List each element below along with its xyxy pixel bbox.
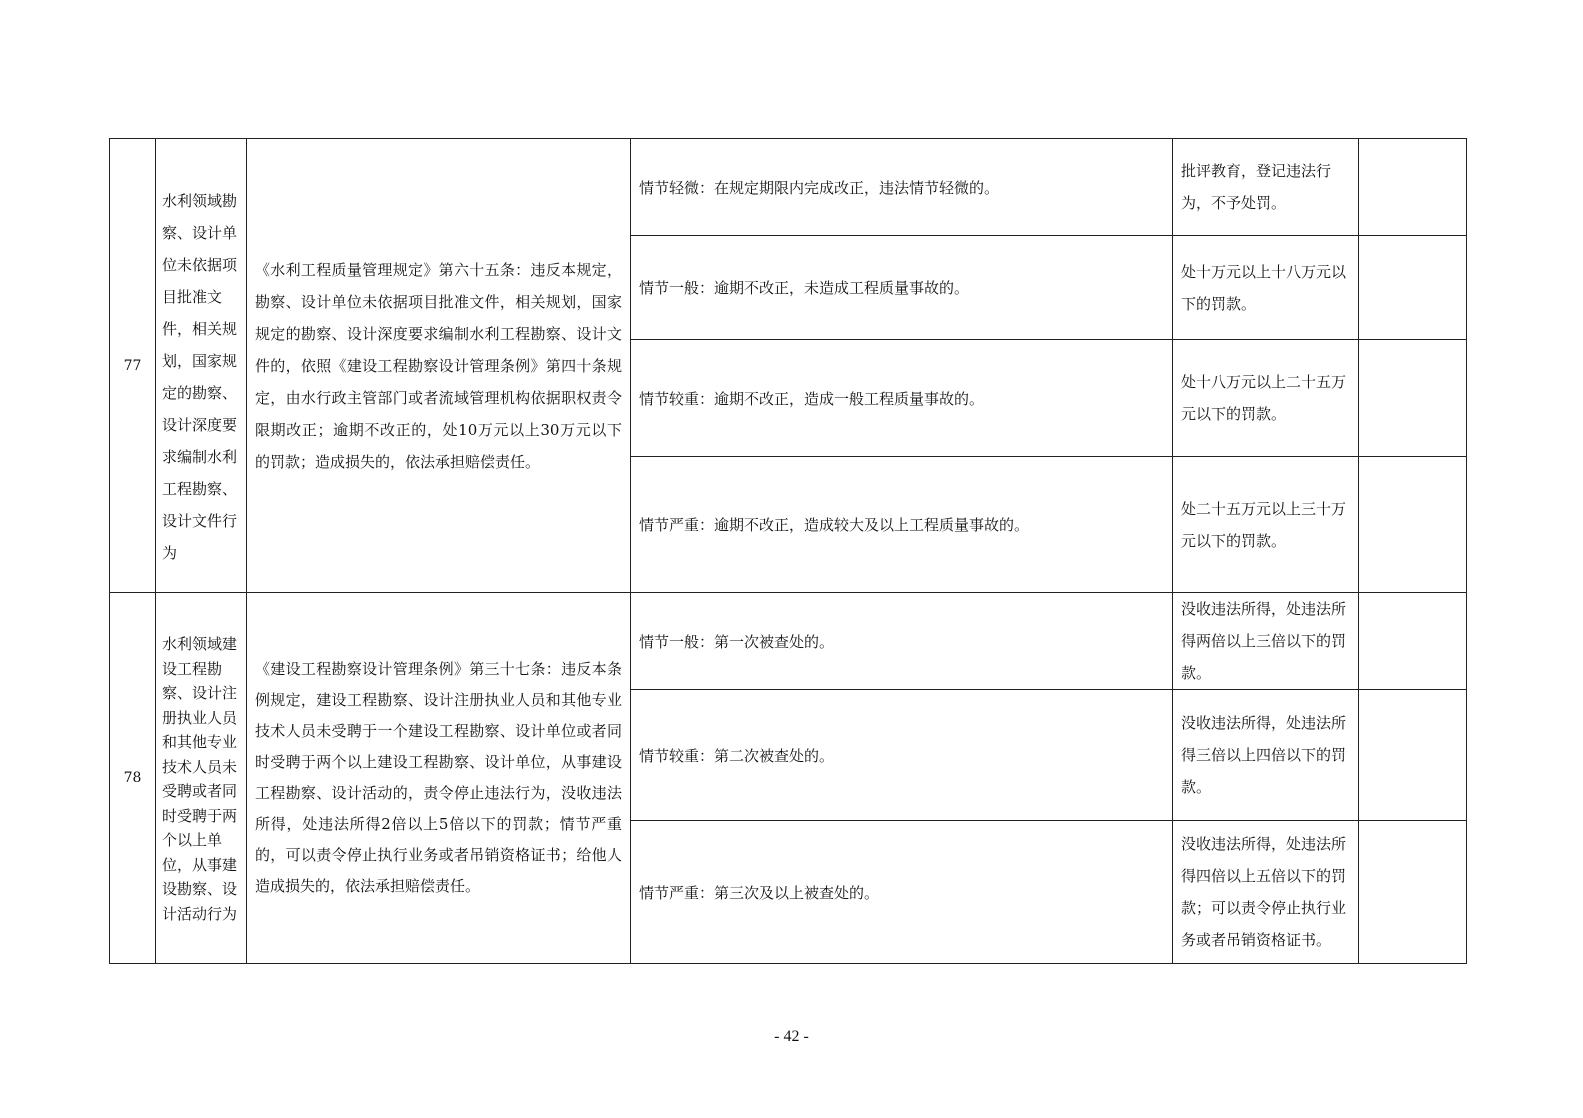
table-row [110, 593, 1467, 690]
penalty-cell: 批评教育，登记违法行为，不予处罚。 [1173, 139, 1359, 236]
circumstance-cell: 情节轻微：在规定期限内完成改正，违法情节轻微的。 [631, 139, 1173, 236]
circumstance-cell: 情节较重：逾期不改正，造成一般工程质量事故的。 [631, 340, 1173, 457]
remarks-cell [1359, 457, 1467, 593]
remarks-cell [1359, 139, 1467, 236]
penalty-cell: 处十八万元以上二十五万元以下的罚款。 [1173, 340, 1359, 457]
table-row [110, 139, 1467, 236]
violation-category-text: 水利领域建设工程勘察、设计注册执业人员和其他专业技术人员未受聘或者同时受聘于两个以上单位，从事建设勘察、设计活动行为 [162, 635, 238, 923]
circumstance-cell: 情节一般：逾期不改正，未造成工程质量事故的。 [631, 236, 1173, 340]
circumstance-cell: 情节严重：第三次及以上被查处的。 [631, 821, 1173, 964]
legal-basis: 《水利工程质量管理规定》第六十五条：违反本规定，勘察、设计单位未依据项目批准文件，相关规划，国家规定的勘察、设计深度要求编制水利工程勘察、设计文件的，依照《建设工程勘察设计管理条例》第四十条规定，由水行政主管部门或者流域管理机构依据职权责令限期改正；逾期不改正的，处10万元以上30万元以下的罚款；造成损失的，依法承担赔偿责任。 [247, 139, 631, 593]
row-number: 77 [110, 139, 156, 593]
row-number: 78 [110, 593, 156, 964]
remarks-cell [1359, 236, 1467, 340]
remarks-cell [1359, 821, 1467, 964]
remarks-cell [1359, 690, 1467, 821]
remarks-cell [1359, 593, 1467, 690]
penalty-cell: 没收违法所得，处违法所得两倍以上三倍以下的罚款。 [1173, 593, 1359, 690]
circumstance-cell: 情节一般：第一次被查处的。 [631, 593, 1173, 690]
penalty-cell: 没收违法所得，处违法所得四倍以上五倍以下的罚款；可以责令停止执行业务或者吊销资格证书。 [1173, 821, 1359, 964]
penalty-cell: 处二十五万元以上三十万元以下的罚款。 [1173, 457, 1359, 593]
violation-category [156, 139, 247, 593]
penalty-discretion-table [109, 138, 1467, 964]
violation-category-text: 水利领域勘察、设计单位未依据项目批准文件，相关规划，国家规定的勘察、设计深度要求编制水利工程勘察、设计文件行为 [162, 191, 238, 562]
circumstance-cell: 情节较重：第二次被查处的。 [631, 690, 1173, 821]
circumstance-cell: 情节严重：逾期不改正，造成较大及以上工程质量事故的。 [631, 457, 1173, 593]
violation-category [156, 593, 247, 964]
page-number: - 42 - [774, 1028, 809, 1045]
legal-basis: 《建设工程勘察设计管理条例》第三十七条：违反本条例规定，建设工程勘察、设计注册执业人员和其他专业技术人员未受聘于一个建设工程勘察、设计单位或者同时受聘于两个以上建设工程勘察、设计单位，从事建设工程勘察、设计活动的，责令停止违法行为，没收违法所得，处违法所得2倍以上5倍以下的罚款；情节严重的，可以责令停止执行业务或者吊销资格证书；给他人造成损失的，依法承担赔偿责任。 [247, 593, 631, 964]
penalty-cell: 处十万元以上十八万元以下的罚款。 [1173, 236, 1359, 340]
remarks-cell [1359, 340, 1467, 457]
penalty-cell: 没收违法所得，处违法所得三倍以上四倍以下的罚款。 [1173, 690, 1359, 821]
